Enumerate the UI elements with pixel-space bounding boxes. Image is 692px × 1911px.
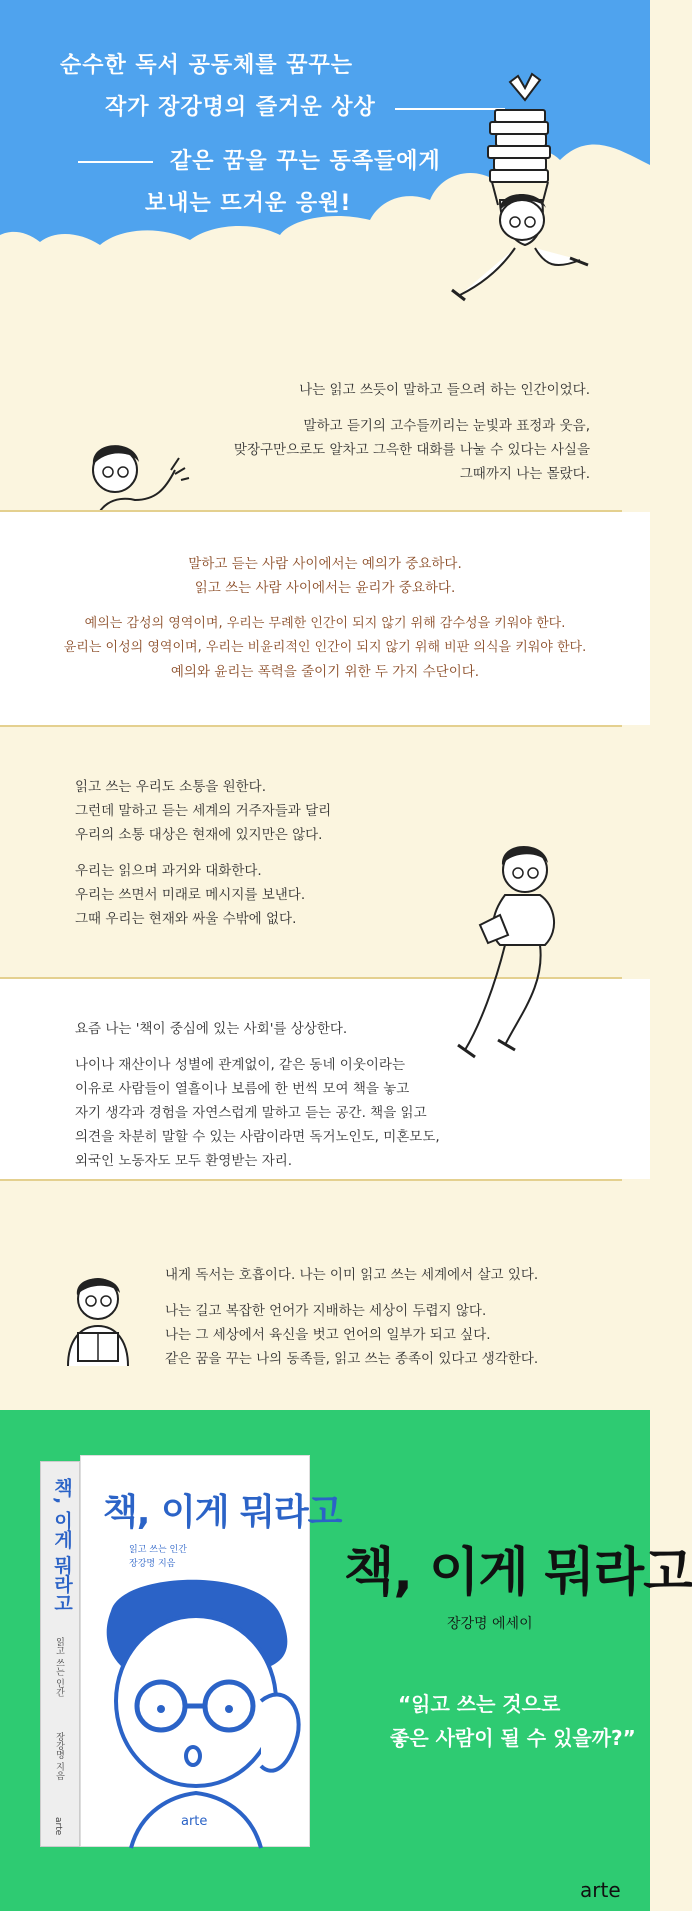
section2-line-5: 예의와 윤리는 폭력을 줄이기 위한 두 가지 수단이다. xyxy=(170,664,480,680)
section3-line-5: 우리는 쓰면서 미래로 메시지를 보낸다. xyxy=(75,887,306,903)
section3-line-2: 그런데 말하고 듣는 세계의 거주자들과 달리 xyxy=(75,803,332,819)
cover-face-illustration xyxy=(81,1571,311,1848)
cover-title: 책, 이게 뭐라고 xyxy=(103,1492,342,1533)
book-front-cover xyxy=(80,1455,342,1847)
publisher-logo: arte xyxy=(580,1878,621,1902)
section4-line-3: 이유로 사람들이 열흘이나 보름에 한 번씩 모여 책을 놓고 xyxy=(75,1081,410,1097)
section2-line-1: 말하고 듣는 사람 사이에서는 예의가 중요하다. xyxy=(188,556,462,572)
cover-publisher: arte xyxy=(181,1814,208,1829)
section-intro xyxy=(0,360,650,510)
section-manners-ethics xyxy=(0,512,650,725)
section1-line-2: 말하고 듣기의 고수들끼리는 눈빛과 표정과 웃음, xyxy=(303,418,590,434)
book-spine xyxy=(40,1461,80,1847)
section2-line-2: 읽고 쓰는 사람 사이에서는 윤리가 중요하다. xyxy=(194,580,456,596)
hero-line-2: 작가 장강명의 즐거운 상상 xyxy=(105,95,376,120)
section5-line-1: 내게 독서는 호흡이다. 나는 이미 읽고 쓰는 세계에서 살고 있다. xyxy=(165,1267,539,1283)
section3-line-3: 우리의 소통 대상은 현재에 있지만은 않다. xyxy=(75,827,323,843)
cover-subtitle: 읽고 쓰는 인간 xyxy=(129,1545,187,1555)
book-cover-mockup xyxy=(40,1455,342,1847)
hero-line-3: 같은 꿈을 꾸는 동족들에게 xyxy=(170,149,441,174)
section1-line-3: 맞장구만으로도 알차고 그윽한 대화를 나눌 수 있다는 사실을 xyxy=(233,442,590,458)
section4-line-1: 요즘 나는 '책이 중심에 있는 사회'를 상상한다. xyxy=(75,1021,348,1037)
section4-line-4: 자기 생각과 경험을 자연스럽게 말하고 듣는 공간. 책을 읽고 xyxy=(75,1105,427,1121)
spine-author: 장강명 지음 xyxy=(54,1732,64,1780)
section3-line-4: 우리는 읽으며 과거와 대화한다. xyxy=(75,863,262,879)
book-quote-line-2: 좋은 사람이 될 수 있을까?” xyxy=(390,1726,636,1750)
section5-line-2: 나는 길고 복잡한 언어가 지배하는 세상이 두렵지 않다. xyxy=(165,1303,487,1319)
section5-line-3: 나는 그 세상에서 육신을 벗고 언어의 일부가 되고 싶다. xyxy=(165,1327,491,1343)
section4-line-6: 외국인 노동자도 모두 환영받는 자리. xyxy=(75,1153,293,1169)
book-quote-line-1: “읽고 쓰는 것으로 xyxy=(398,1692,561,1716)
hero-line-4: 보내는 뜨거운 응원! xyxy=(145,191,352,216)
section4-line-5: 의견을 차분히 말할 수 있는 사람이라면 독거노인도, 미혼모도, xyxy=(75,1129,440,1145)
cover-author: 장강명 지음 xyxy=(129,1559,176,1569)
section4-line-2: 나이나 재산이나 성별에 관계없이, 같은 동네 이웃이라는 xyxy=(75,1057,405,1073)
spine-publisher: arte xyxy=(53,1817,63,1836)
section2-line-4: 윤리는 이성의 영역이며, 우리는 비윤리적인 인간이 되지 않기 위해 비판 의식을 키워야 한다. xyxy=(63,640,587,655)
spine-title: 책, 이게 뭐라고 xyxy=(51,1478,73,1613)
section1-line-4: 그때까지 나는 몰랐다. xyxy=(459,466,590,482)
man-holding-book-illustration xyxy=(60,1271,135,1371)
section3-line-6: 그때 우리는 현재와 싸울 수밖에 없다. xyxy=(75,911,297,927)
man-carrying-books-illustration xyxy=(440,70,600,330)
section-reading-breath xyxy=(0,1181,650,1410)
book-byline: 장강명 에세이 xyxy=(447,1616,533,1632)
hero-banner xyxy=(0,0,650,360)
spine-subtitle: 읽고 쓰는 인간 xyxy=(54,1637,64,1697)
section1-line-1: 나는 읽고 쓰듯이 말하고 들으려 하는 인간이었다. xyxy=(299,382,590,398)
hero-rule-left xyxy=(78,161,153,163)
hero-line-1: 순수한 독서 공동체를 꿈꾸는 xyxy=(60,53,354,78)
section5-line-4: 같은 꿈을 꾸는 나의 동족들, 읽고 쓰는 종족이 있다고 생각한다. xyxy=(165,1351,539,1367)
book-title: 책, 이게 뭐라고 xyxy=(344,1543,692,1603)
man-reading-illustration xyxy=(450,835,600,1065)
section3-line-1: 읽고 쓰는 우리도 소통을 원한다. xyxy=(75,779,266,795)
section2-line-3: 예의는 감성의 영역이며, 우리는 무례한 인간이 되지 않기 위해 감수성을 키워야 한다. xyxy=(84,616,566,631)
